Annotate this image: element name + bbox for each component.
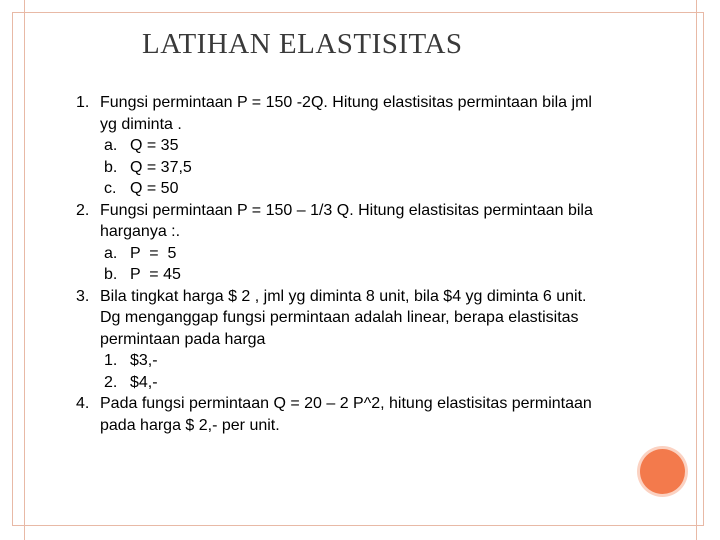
item-text: Pada fungsi permintaan Q = 20 – 2 P^2, hitung elastisitas permintaan <box>100 395 592 412</box>
sub-item-text: $3,- <box>130 352 158 369</box>
right-border-line <box>696 0 697 540</box>
item-text: pada harga $ 2,- per unit. <box>100 416 280 434</box>
item-text: yg diminta . <box>100 115 182 133</box>
item-number: 3. <box>76 287 90 305</box>
sub-item-text: $4,- <box>130 373 158 391</box>
item-text: Dg menganggap fungsi permintaan adalah linear, berapa elastisitas <box>100 309 579 326</box>
item-number: 1. <box>76 94 90 111</box>
sub-item <box>76 157 666 179</box>
sub-item-label: a. <box>104 244 118 262</box>
list-item <box>76 92 666 114</box>
item-text: Bila tingkat harga $ 2 , jml yg diminta 8 unit, bila $4 yg diminta 6 unit. <box>100 287 587 305</box>
sub-item <box>76 264 666 286</box>
left-border-line <box>24 0 25 540</box>
sub-item-label: 2. <box>104 373 118 391</box>
list-item <box>76 286 666 308</box>
sub-item-text: Q = 50 <box>130 180 179 197</box>
sub-item-label: 1. <box>104 352 118 369</box>
slide-title: LATIHAN ELASTISITAS <box>142 28 463 60</box>
item-text: Fungsi permintaan P = 150 -2Q. Hitung elastisitas permintaan bila jml <box>100 94 592 111</box>
item-number: 2. <box>76 201 90 219</box>
list-item <box>76 393 666 415</box>
sub-item-text: P = 45 <box>130 266 181 283</box>
sub-item-text: Q = 37,5 <box>130 158 192 176</box>
sub-item <box>76 243 666 265</box>
sub-item-text: Q = 35 <box>130 137 179 154</box>
sub-item <box>76 135 666 157</box>
exercise-list <box>76 92 666 436</box>
item-text: Fungsi permintaan P = 150 – 1/3 Q. Hitung elastisitas permintaan bila <box>100 201 593 219</box>
item-text: permintaan pada harga <box>100 330 266 348</box>
decorative-orange-circle <box>640 449 685 494</box>
list-item <box>76 200 666 222</box>
sub-item-label: b. <box>104 266 118 283</box>
item-number: 4. <box>76 395 90 412</box>
sub-item-label: c. <box>104 180 117 197</box>
sub-item-label: b. <box>104 158 118 176</box>
item-text: harganya :. <box>100 223 181 240</box>
sub-item <box>76 178 666 200</box>
sub-item <box>76 350 666 372</box>
sub-item-label: a. <box>104 137 118 154</box>
sub-item-text: P = 5 <box>130 244 177 262</box>
sub-item <box>76 372 666 394</box>
